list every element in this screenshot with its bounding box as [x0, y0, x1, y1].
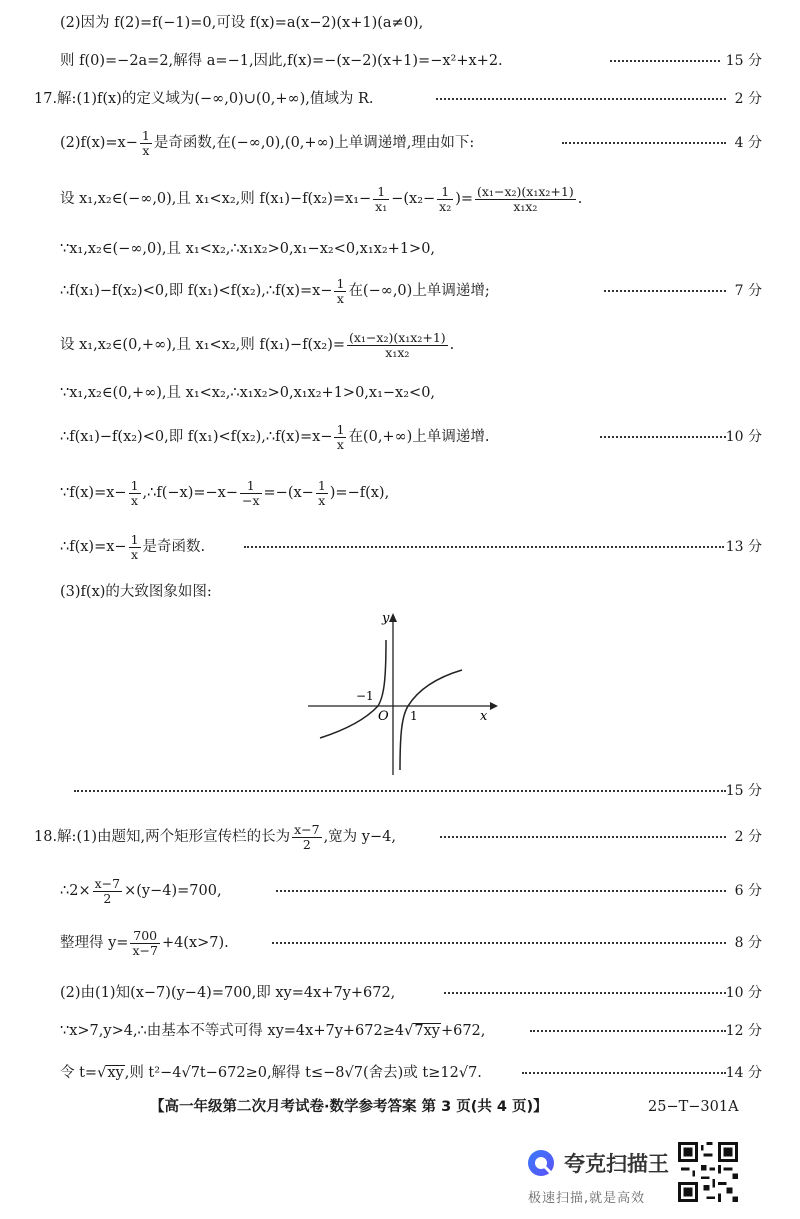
text: (2)由(1)知(x−7)(y−4)=700,即 xy=4x+7y+672, [60, 985, 396, 1001]
line-9 [0, 378, 800, 408]
score: 15 分 [725, 783, 762, 799]
text: ∴2× $\frac{x-7}{2}$ ×(y−4)=700, [60, 876, 222, 906]
fraction: $\frac{1}{x}$ [130, 532, 139, 562]
x-axis-label: x [480, 709, 488, 724]
line-7 [0, 276, 800, 306]
score: 8 分 [734, 935, 762, 951]
score: 13 分 [725, 539, 762, 555]
line-1 [0, 8, 800, 38]
dot-leader [244, 546, 724, 548]
text: 则 f(0)=−2a=2,解得 a=−1,因此,f(x)=−(x−2)(x+1)=−x²+x+2. [60, 53, 503, 69]
line-20 [0, 1058, 800, 1088]
score: 7 分 [734, 283, 762, 299]
footer-code: 25−T−301A [648, 1099, 739, 1115]
fraction: $\frac{1}{x}$ [317, 478, 326, 508]
fraction: $\frac{1}{x}$ [336, 422, 345, 452]
qr-code-icon [678, 1142, 738, 1202]
line-6 [0, 234, 800, 264]
fraction: $\frac{1}{-x}$ [241, 478, 260, 508]
dot-leader [272, 942, 726, 944]
curve-left-branch [320, 640, 386, 738]
fraction: $\frac{1}{\text{x₂}}$ [439, 184, 452, 214]
line-10 [0, 422, 800, 452]
fraction: $\frac{\text{(x₁−x₂)(x₁x₂+1)}}{\text{x₁x₂}}$ [349, 330, 446, 360]
line-14 [0, 776, 800, 806]
text: (3)f(x)的大致图象如图: [60, 584, 212, 600]
x-axis-arrow [490, 702, 498, 710]
text: 17.解:(1)f(x)的定义域为(−∞,0)∪(0,+∞),值域为 R. [34, 91, 374, 107]
score: 10 分 [725, 985, 762, 1001]
text: ∵x₁,x₂∈(−∞,0),且 x₁<x₂,∴x₁x₂>0,x₁−x₂<0,x₁x₂+1>0, [60, 241, 436, 257]
dot-leader [604, 290, 726, 292]
text: 设 x₁,x₂∈(−∞,0),且 x₁<x₂,则 f(x₁)−f(x₂)=x₁− $\frac{1}{\text{x₁}}$ −(x₂− $\frac{1}{\text{x₂}}$ )= $\frac{\text{(x₁−x₂)(x₁x₂+1)}}{\text{x₁x₂}}$ . [60, 184, 583, 214]
scanner-watermark [526, 1138, 796, 1208]
text: (2)因为 f(2)=f(−1)=0,可设 f(x)=a(x−2)(x+1)(a≠0), [60, 15, 424, 31]
y-axis-label: y [382, 611, 390, 626]
line-18 [0, 978, 800, 1008]
fraction: $\frac{700}{x-7}$ [132, 928, 158, 958]
fraction: $\frac{1}{x}$ [130, 478, 139, 508]
text: ∵x₁,x₂∈(0,+∞),且 x₁<x₂,∴x₁x₂>0,x₁x₂+1>0,x₁−x₂<0, [60, 385, 436, 401]
footer-title: 【高一年级第二次月考试卷·数学参考答案 第 3 页(共 4 页)】 [150, 1099, 548, 1115]
sqrt-sign: √ [404, 1023, 414, 1039]
line-16 [0, 876, 800, 906]
fraction: $\frac{x-7}{2}$ [294, 822, 320, 852]
origin-label: O [378, 709, 389, 724]
score: 10 分 [725, 429, 762, 445]
score: 2 分 [734, 829, 762, 845]
line-4 [0, 128, 800, 158]
watermark-brand: 夸克扫描王 [564, 1152, 669, 1176]
score: 6 分 [734, 883, 762, 899]
dot-leader [440, 836, 726, 838]
text: 整理得 y= $\frac{700}{x-7}$ +4(x>7). [60, 928, 229, 958]
line-2 [0, 46, 800, 76]
radicand: 7xy [414, 1023, 440, 1039]
fraction: $\frac{x-7}{2}$ [94, 876, 121, 906]
line-15 [0, 822, 800, 852]
scanner-logo-icon [526, 1148, 556, 1178]
line-19 [0, 1016, 800, 1046]
text: ∴f(x₁)−f(x₂)<0,即 f(x₁)<f(x₂),∴f(x)=x− $\frac{1}{x}$ 在(0,+∞)上单调递增. [60, 422, 490, 452]
function-graph [300, 610, 500, 778]
line-13 [0, 577, 800, 607]
score: 4 分 [734, 135, 762, 151]
dot-leader [276, 890, 726, 892]
fraction: $\frac{1}{x}$ [141, 128, 150, 158]
page-footer [0, 1092, 800, 1122]
text: 18.解:(1)由题知,两个矩形宣传栏的长为 $\frac{x-7}{2}$ ,宽为 y−4, [34, 822, 396, 852]
text: ∴f(x₁)−f(x₂)<0,即 f(x₁)<f(x₂),∴f(x)=x− $\frac{1}{x}$ 在(−∞,0)上单调递增; [60, 276, 490, 306]
radicand: xy [107, 1065, 124, 1081]
line-5 [0, 184, 800, 214]
tick-label-one: 1 [410, 709, 418, 723]
fraction: $\frac{\text{(x₁−x₂)(x₁x₂+1)}}{\text{x₁x₂}}$ [477, 184, 574, 214]
line-12 [0, 532, 800, 562]
tick-label-neg-one: −1 [356, 689, 374, 703]
dot-leader [610, 60, 720, 62]
score: 15 分 [725, 53, 762, 69]
text: ∵x>7,y>4,∴由基本不等式可得 xy=4x+7y+672≥4√7xy+672, [60, 1023, 486, 1039]
fraction: $\frac{1}{x}$ [336, 276, 345, 306]
fraction: $\frac{1}{\text{x₁}}$ [375, 184, 388, 214]
dot-leader [600, 436, 726, 438]
score: 12 分 [725, 1023, 762, 1039]
dot-leader [74, 790, 726, 792]
dot-leader [444, 992, 726, 994]
text: ∴f(x)=x− $\frac{1}{x}$ 是奇函数. [60, 532, 206, 562]
line-3 [0, 84, 800, 114]
text: 令 t=√xy,则 t²−4√7t−672≥0,解得 t≤−8√7(舍去)或 t≥12√7. [60, 1065, 482, 1081]
sqrt-sign: √ [97, 1065, 107, 1081]
dot-leader [522, 1072, 726, 1074]
text: ∵f(x)=x− $\frac{1}{x}$ ,∴f(−x)=−x− $\frac{1}{-x}$ =−(x− $\frac{1}{x}$ )=−f(x), [60, 478, 390, 508]
text: 设 x₁,x₂∈(0,+∞),且 x₁<x₂,则 f(x₁)−f(x₂)= $\frac{\text{(x₁−x₂)(x₁x₂+1)}}{\text{x₁x₂}}$ . [60, 330, 455, 360]
watermark-slogan: 极速扫描,就是高效 [528, 1191, 646, 1206]
dot-leader [436, 98, 726, 100]
line-8 [0, 330, 800, 360]
line-11 [0, 478, 800, 508]
score: 14 分 [725, 1065, 762, 1081]
dot-leader [530, 1030, 726, 1032]
score: 2 分 [734, 91, 762, 107]
dot-leader [562, 142, 726, 144]
line-17 [0, 928, 800, 958]
text: (2)f(x)=x− $\frac{1}{x}$ 是奇函数,在(−∞,0),(0,+∞)上单调递增,理由如下: [60, 128, 475, 158]
y-axis-arrow [389, 613, 397, 622]
